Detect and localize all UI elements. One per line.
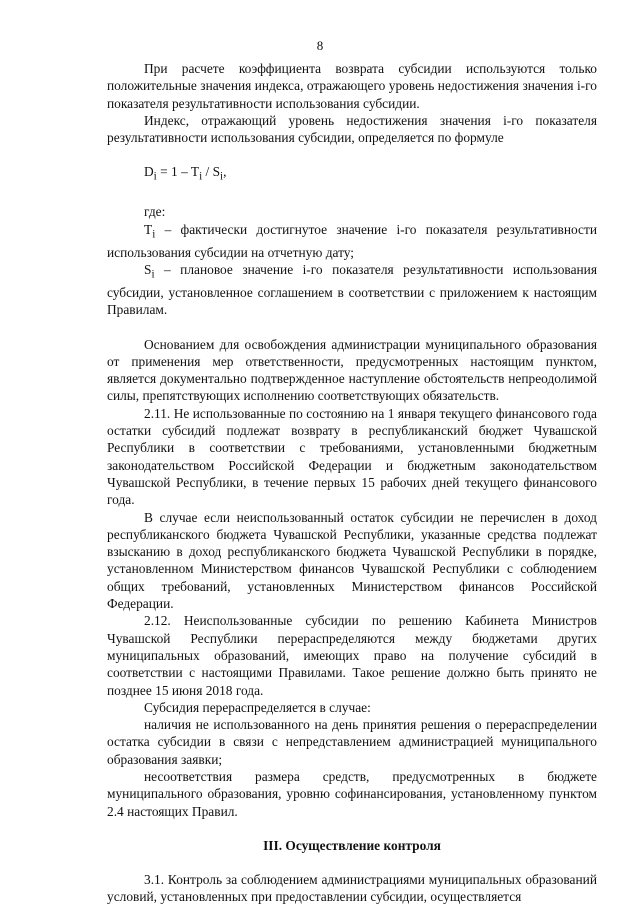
formula-s-subscript: i — [220, 171, 224, 184]
formula-divide-part: / S — [202, 164, 221, 180]
paragraph-3-1: 3.1. Контроль за соблюдением администрациями муниципальных образований условий, установленных при предоставлении субсидии, осуществляется — [107, 872, 597, 905]
formula-lhs-subscript: i — [153, 171, 157, 184]
formula-t-subscript: i — [199, 171, 203, 184]
document-body — [107, 60, 597, 906]
definition-t-subscript: i — [152, 228, 156, 241]
formula-equals-part: = 1 – T — [156, 164, 200, 180]
definition-s — [107, 261, 597, 319]
paragraph-force-majeure: Основанием для освобождения администрации муниципального образования от применения мер ответственности, предусмотренных настоящим пунктом, является документально подтвержденное наступление обстоятельств непреодолимой силы, препятствующих исполнению соответствующих обязательств. — [107, 336, 597, 404]
paragraph-unreturned-balance: В случае если неиспользованный остаток субсидии не перечислен в доход республиканского бюджета Чувашской Республики, указанные средства подлежат взысканию в доход республиканского бюджета Чувашской Республики в порядке, установленном Министерством финансов Чувашской Республики с соблюдением общих требований, установленных Министерством финансов Российской Федерации. — [107, 509, 597, 612]
paragraph-index-definition: Индекс, отражающий уровень недостижения значения i-го показателя результативности использования субсидии, определяется по формуле — [107, 112, 597, 146]
definition-t-text: – фактически достигнутое значение i-го показателя результативности использования субсидии на отчетную дату; — [107, 221, 597, 260]
formula — [107, 163, 597, 186]
paragraph-2-12: 2.12. Неиспользованные субсидии по решению Кабинета Министров Чувашской Республики перераспределяются между бюджетами других муниципальных образований, имеющих право на получение субсидий в соответствии с настоящими Правилами. Такое решение должно быть принято не позднее 15 июня 2018 года. — [107, 613, 597, 698]
definition-s-subscript: i — [151, 268, 155, 281]
page-number: 8 — [316, 38, 324, 53]
paragraph-case-mismatch: несоответствия размера средств, предусмотренных в бюджете муниципального образования, уровню софинансирования, установленному пунктом 2.4 настоящих Правил. — [107, 769, 597, 819]
paragraph-redistribution-cases: Субсидия перераспределяется в случае: — [144, 699, 371, 715]
formula-lhs: D — [144, 164, 154, 180]
definition-s-symbol: S — [144, 262, 152, 278]
definition-t — [107, 221, 597, 261]
paragraph-2-11: 2.11. Не использованные по состоянию на 1 января текущего финансового года остатки субсидий подлежат возврату в республиканский бюджет Чувашской Республики в соответствии с требованиями, установленными бюджетным законодательством Российской Федерации и бюджетным законодательством Чувашской Республики, в течение первых 15 рабочих дней текущего финансового года. — [107, 405, 597, 508]
definition-s-text: – плановое значение i-го показателя результативности использования субсидии, установленное соглашением в соответствии с приложением к настоящим Правилам. — [107, 262, 597, 318]
where-label: где: — [144, 204, 166, 220]
formula-tail: , — [223, 164, 227, 180]
definition-t-symbol: T — [144, 221, 153, 237]
paragraph-case-unused-balance: наличия не использованного на день принятия решения о перераспределении остатка субсидии в связи с непредставлением администрацией муниципального образования заявки; — [107, 717, 597, 767]
section-heading: III. Осуществление контроля — [263, 837, 441, 853]
paragraph-return-coefficient: При расчете коэффициента возврата субсидии используются только положительные значения индекса, отражающего уровень недостижения значения i-го показателя результативности использования субсидии. — [107, 61, 597, 111]
